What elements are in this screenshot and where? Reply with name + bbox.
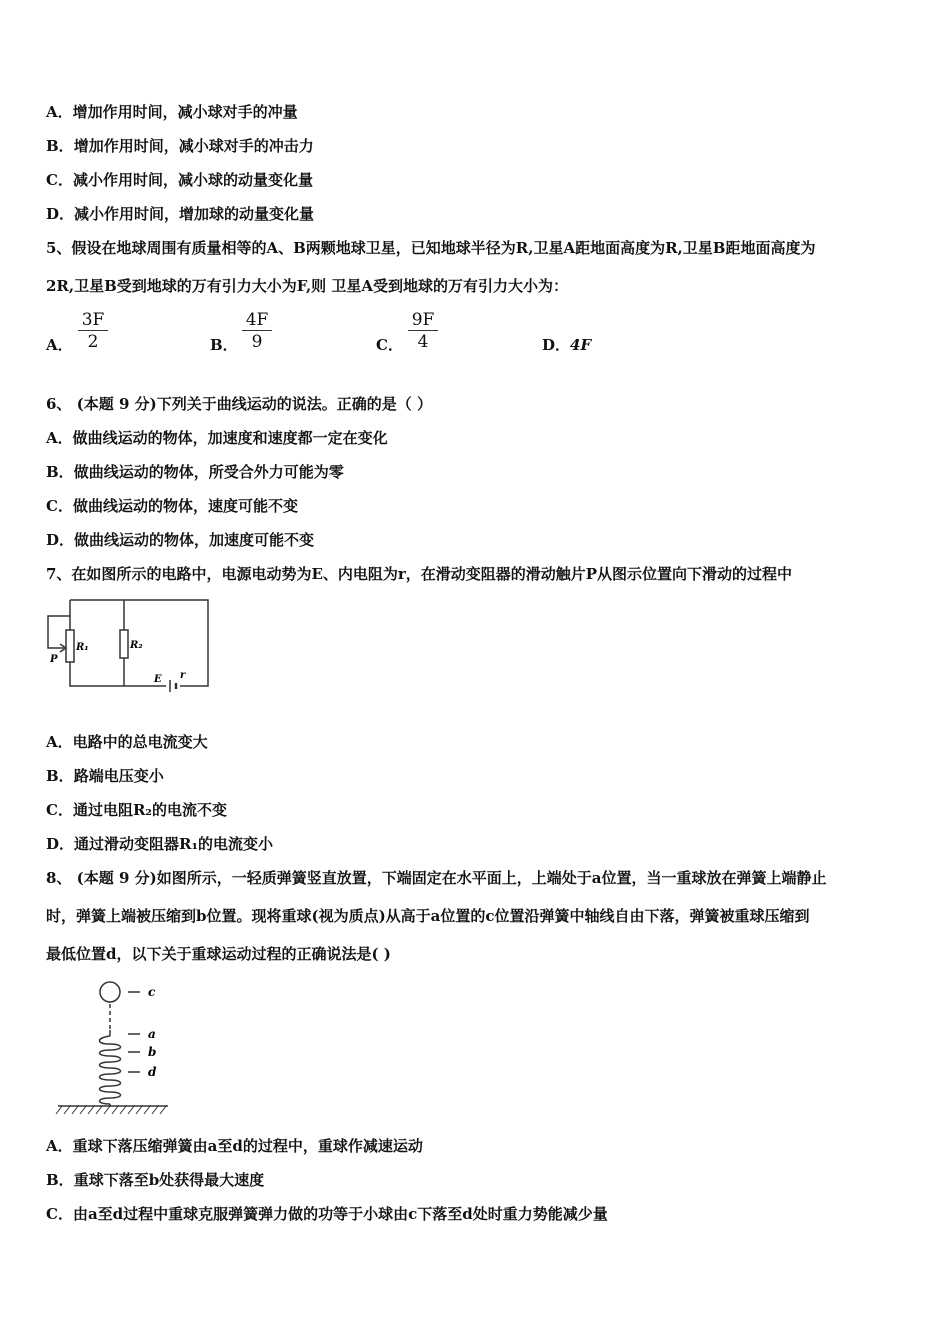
q4-option-a	[46, 102, 298, 122]
q8-stem-line2: 时，弹簧上端被压缩到b位置。现将重球(视为质点)从高于a位置的c位置沿弹簧中轴线自由下落，弹簧被重球压缩到	[46, 907, 810, 925]
denominator: 4	[417, 332, 429, 352]
q4-option-b	[46, 136, 314, 156]
label-b: b	[148, 1045, 157, 1059]
q7-option-d	[46, 834, 273, 854]
option-text: 减小作用时间，增加球的动量变化量	[74, 205, 315, 223]
label-c: c	[148, 985, 156, 999]
numerator: 4F	[242, 310, 272, 331]
option-text: 减小作用时间，减小球的动量变化量	[72, 171, 313, 189]
label-r2: R₂	[130, 640, 143, 651]
option-label: B．	[46, 1171, 74, 1189]
label-a: a	[148, 1027, 156, 1041]
option-label: A．	[46, 1137, 73, 1155]
q6-option-c	[46, 496, 298, 516]
option-text: 做曲线运动的物体，速度可能不变	[72, 497, 298, 515]
option-text: 通过滑动变阻器R₁的电流变小	[74, 835, 274, 853]
option-label: A．	[46, 336, 73, 354]
q6-stem: 6、 (本题 9 分)下列关于曲线运动的说法。正确的是（ ）	[46, 395, 432, 413]
option-text: 路端电压变小	[73, 767, 164, 785]
option-label: C．	[376, 336, 403, 354]
option-text: 重球下落至b处获得最大速度	[73, 1171, 265, 1189]
option-label: A．	[46, 429, 73, 447]
ball-icon	[100, 982, 120, 1002]
numerator: 9F	[408, 310, 438, 331]
option-label: C．	[46, 801, 73, 819]
label-r: r	[180, 670, 186, 681]
option-label: D．	[542, 336, 571, 354]
q7-option-c	[46, 800, 227, 820]
q8-stem-line3: 最低位置d，以下关于重球运动过程的正确说法是( )	[46, 945, 391, 963]
denominator: 9	[251, 332, 263, 352]
option-label: B．	[46, 137, 74, 155]
label-p: P	[50, 654, 58, 665]
option-label: C．	[46, 1205, 73, 1223]
option-text-d	[542, 334, 591, 355]
option-text: 重球下落压缩弹簧由a至d的过程中，重球作减速运动	[72, 1137, 423, 1155]
q8-option-c	[46, 1204, 608, 1224]
q6-option-a	[46, 428, 388, 448]
option-value: 4F	[570, 336, 592, 354]
label-r1: R₁	[76, 642, 89, 653]
option-label: A．	[46, 103, 73, 121]
q5-stem-line1: 5、假设在地球周围有质量相等的A、B两颗地球卫星，已知地球半径为R,卫星A距地面高度为R,卫星B距地面高度为	[46, 239, 816, 257]
numerator: 3F	[78, 310, 108, 331]
fraction	[242, 310, 272, 353]
q7-stem: 7、在如图所示的电路中，电源电动势为E、内电阻为r，在滑动变阻器的滑动触片P从图示位置向下滑动的过程中	[46, 565, 793, 583]
fraction	[78, 310, 108, 353]
option-text: 做曲线运动的物体，加速度和速度都一定在变化	[72, 429, 388, 447]
option-label: D．	[46, 835, 75, 853]
q4-option-c	[46, 170, 313, 190]
q6-option-d	[46, 530, 314, 550]
label-d: d	[148, 1065, 157, 1079]
option-label: C．	[46, 171, 73, 189]
option-text: 电路中的总电流变大	[72, 733, 208, 751]
q8-stem-line1: 8、 (本题 9 分)如图所示，一轻质弹簧竖直放置，下端固定在水平面上，上端处于a位置，当一重球放在弹簧上端静止	[46, 869, 827, 887]
option-text: 增加作用时间，减小球对手的冲量	[72, 103, 298, 121]
option-text: 增加作用时间，减小球对手的冲击力	[73, 137, 314, 155]
denominator: 2	[87, 332, 99, 352]
label-e: E	[154, 674, 162, 685]
q7-option-a	[46, 732, 208, 752]
q5-stem-line2: 2R,卫星B受到地球的万有引力大小为F,则 卫星A受到地球的万有引力大小为：	[46, 277, 569, 295]
circuit-diagram	[40, 594, 215, 694]
fraction	[408, 310, 438, 353]
q7-option-b	[46, 766, 164, 786]
q8-option-b	[46, 1170, 264, 1190]
option-label: D．	[46, 205, 75, 223]
q8-option-a	[46, 1136, 423, 1156]
option-text: 做曲线运动的物体，加速度可能不变	[74, 531, 315, 549]
option-label: D．	[46, 531, 75, 549]
option-label: B．	[46, 767, 74, 785]
option-label: B．	[210, 336, 238, 354]
option-label: B．	[46, 463, 74, 481]
q6-option-b	[46, 462, 344, 482]
spring-ball-diagram	[52, 978, 182, 1118]
option-label: C．	[46, 497, 73, 515]
option-text: 做曲线运动的物体，所受合外力可能为零	[73, 463, 344, 481]
option-text: 通过电阻R₂的电流不变	[72, 801, 227, 819]
q4-option-d	[46, 204, 314, 224]
option-label: A．	[46, 733, 73, 751]
option-text: 由a至d过程中重球克服弹簧弹力做的功等于小球由c下落至d处时重力势能减少量	[72, 1205, 608, 1223]
